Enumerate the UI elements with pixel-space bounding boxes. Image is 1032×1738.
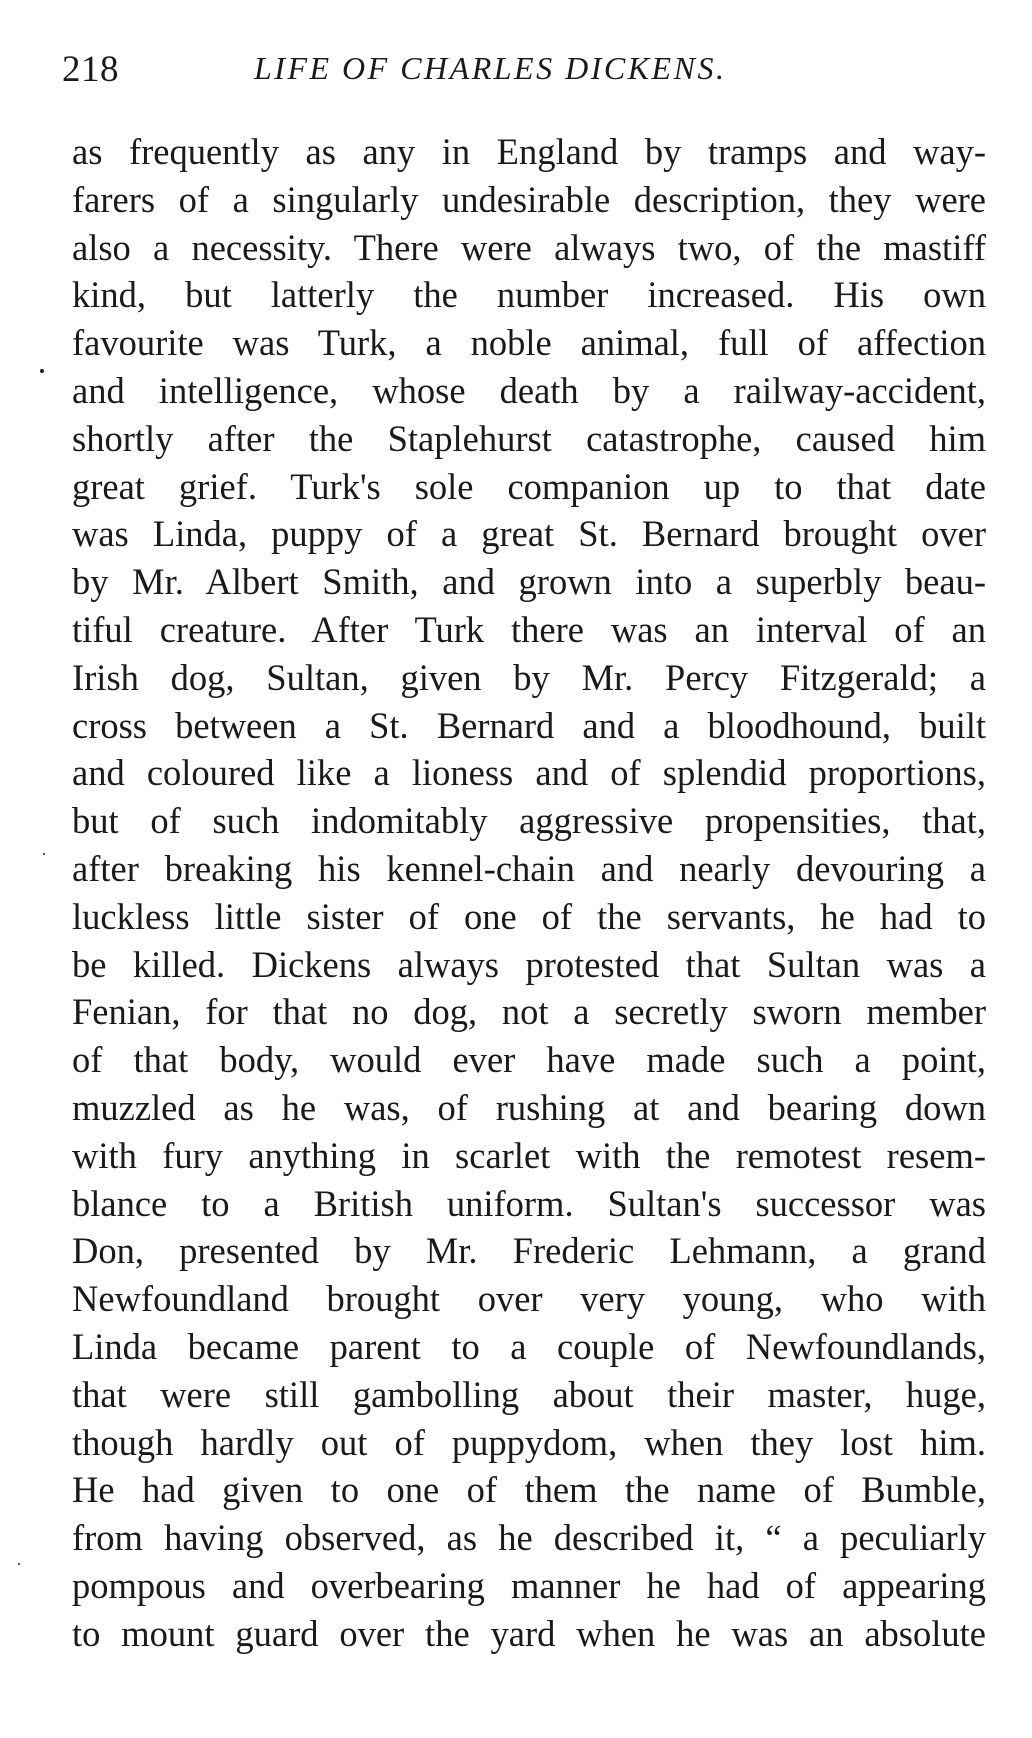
text-line: though hardly out of puppydom, when they lost him. bbox=[72, 1421, 986, 1463]
text-line: He had given to one of them the name of Bumble, bbox=[72, 1469, 986, 1511]
page-header bbox=[62, 48, 962, 92]
text-line: cross between a St. Bernard and a bloodhound, built bbox=[72, 704, 986, 746]
text-line: to mount guard over the yard when he was an absolute bbox=[72, 1612, 986, 1654]
print-speck bbox=[40, 369, 44, 373]
text-line: be killed. Dickens always protested that Sultan was a bbox=[72, 943, 986, 985]
text-line: Linda became parent to a couple of Newfoundlands, bbox=[72, 1325, 986, 1367]
text-line: of that body, would ever have made such a point, bbox=[72, 1039, 986, 1081]
text-line: shortly after the Staplehurst catastrophe, caused him bbox=[72, 417, 986, 459]
running-title: LIFE OF CHARLES DICKENS. bbox=[254, 50, 727, 86]
text-line: with fury anything in scarlet with the remotest resem- bbox=[72, 1134, 986, 1176]
text-line: favourite was Turk, a noble animal, full of affection bbox=[72, 322, 986, 364]
text-line: Newfoundland brought over very young, who with bbox=[72, 1278, 986, 1320]
print-speck bbox=[18, 1563, 20, 1565]
text-line: muzzled as he was, of rushing at and bearing down bbox=[72, 1086, 986, 1128]
text-line: but of such indomitably aggressive propensities, that, bbox=[72, 800, 986, 842]
text-line: by Mr. Albert Smith, and grown into a superbly beau- bbox=[72, 561, 986, 603]
text-line: Don, presented by Mr. Frederic Lehmann, a grand bbox=[72, 1230, 986, 1272]
text-line: and coloured like a lioness and of splendid proportions, bbox=[72, 752, 986, 794]
text-line: after breaking his kennel-chain and nearly devouring a bbox=[72, 847, 986, 889]
text-line: was Linda, puppy of a great St. Bernard brought over bbox=[72, 513, 986, 555]
body-text bbox=[72, 128, 986, 1658]
text-line: Fenian, for that no dog, not a secretly sworn member bbox=[72, 991, 986, 1033]
print-speck bbox=[43, 853, 45, 855]
page-number: 218 bbox=[62, 49, 119, 90]
text-line: tiful creature. After Turk there was an interval of an bbox=[72, 608, 986, 650]
text-line: that were still gambolling about their master, huge, bbox=[72, 1373, 986, 1415]
text-line: kind, but latterly the number increased. His own bbox=[72, 274, 986, 316]
text-line: great grief. Turk's sole companion up to that date bbox=[72, 465, 986, 507]
text-line: blance to a British uniform. Sultan's successor was bbox=[72, 1182, 986, 1224]
text-line: and intelligence, whose death by a railway-accident, bbox=[72, 369, 986, 411]
text-line: from having observed, as he described it, “ a peculiarly bbox=[72, 1517, 986, 1559]
text-line: luckless little sister of one of the servants, he had to bbox=[72, 895, 986, 937]
text-line: pompous and overbearing manner he had of appearing bbox=[72, 1564, 986, 1606]
text-line: Irish dog, Sultan, given by Mr. Percy Fitzgerald; a bbox=[72, 656, 986, 698]
text-line: as frequently as any in England by tramps and way- bbox=[72, 131, 986, 172]
text-line: farers of a singularly undesirable description, they were bbox=[72, 178, 986, 220]
text-line: also a necessity. There were always two, of the mastiff bbox=[72, 226, 986, 268]
